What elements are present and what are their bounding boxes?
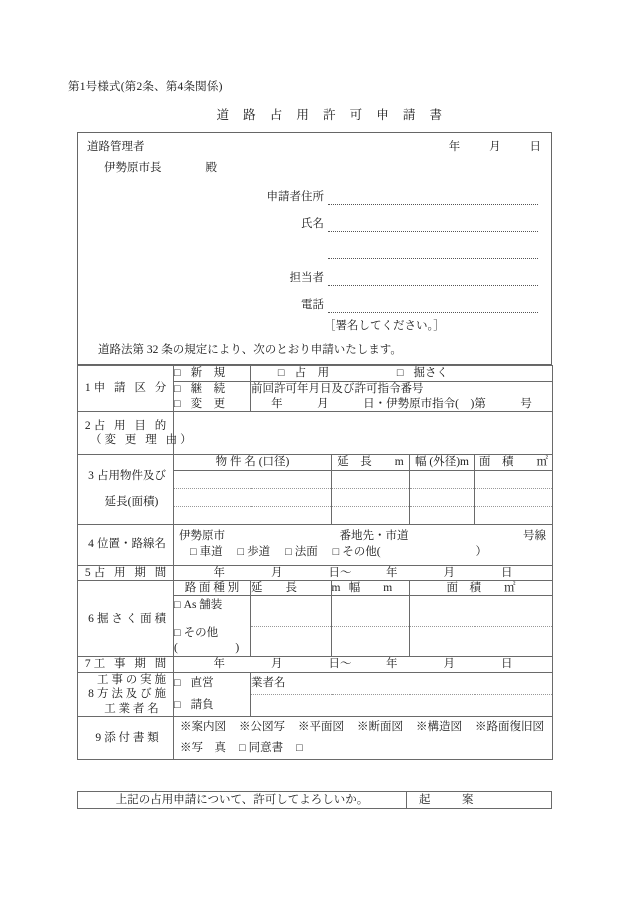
contact-person-row <box>238 266 538 286</box>
checkbox-attachment-blank[interactable] <box>296 742 306 754</box>
row1-label-cell <box>78 366 174 412</box>
row2-number: 2 <box>84 419 91 432</box>
checkbox-new[interactable] <box>174 366 251 382</box>
row2-label-cell <box>78 412 195 455</box>
purpose-input[interactable] <box>174 412 553 455</box>
row6-label-cell <box>78 581 174 657</box>
object-name-cell-2[interactable] <box>174 488 332 506</box>
page-title: 道 路 占 用 許 可 申 請 書 <box>216 108 448 122</box>
row5-number: 5 <box>84 566 91 579</box>
row7-label: 工 事 期 間 <box>93 658 170 671</box>
attachments-line-1 <box>174 717 552 737</box>
as-pavement-label: □ As 舗装 <box>174 599 222 611</box>
table-row-occupancy-period <box>78 565 553 580</box>
object-width-cell-2[interactable] <box>410 488 475 506</box>
applicant-name-extra-input[interactable] <box>328 244 538 259</box>
row4-label-cell <box>78 524 174 565</box>
applicant-name-input[interactable] <box>328 217 538 232</box>
date-day: 日 <box>529 141 541 153</box>
applicant-address-label: 申請者住所 <box>266 191 324 203</box>
checkbox-change[interactable] <box>174 397 250 412</box>
attachment-photo[interactable]: ※写 真 <box>180 741 226 754</box>
table-row-attachments <box>78 716 553 759</box>
attachment-plan-view[interactable]: ※平面図 <box>298 721 344 734</box>
object-length-cell-1[interactable] <box>332 470 410 488</box>
header-box <box>77 132 552 365</box>
honorific-label: 殿 <box>205 162 217 174</box>
construction-period-text: 年 月 日～ 年 月 日 <box>213 658 513 671</box>
contact-person-input[interactable] <box>328 271 538 286</box>
table-row-excavation-header <box>78 581 553 596</box>
object-area-cell-2[interactable] <box>475 488 553 506</box>
excavation-length-cell-2[interactable] <box>251 626 332 657</box>
applicant-address-row <box>238 185 538 205</box>
mayor-label: 伊勢原市長 <box>104 162 162 174</box>
change-checkbox-label: □ 変 更 <box>174 398 225 410</box>
checkbox-occupy[interactable] <box>251 366 356 381</box>
contractor-name-input[interactable] <box>251 694 553 716</box>
checkbox-consent-form[interactable] <box>239 742 283 754</box>
row8-label-line3: 工 業 者 名 <box>104 702 159 715</box>
row6-number: 6 <box>88 612 94 625</box>
checkbox-other-surface[interactable] <box>174 626 251 657</box>
draft-label: 起 案 <box>419 794 484 806</box>
consent-form-label: 同意書 <box>248 741 284 754</box>
object-name-cell-1[interactable] <box>174 470 332 488</box>
location-cell <box>174 524 553 565</box>
telephone-input[interactable] <box>328 298 538 313</box>
excavation-area-header: 面 積 ㎡ <box>410 581 553 596</box>
roadway-label: 車道 <box>199 546 223 559</box>
attachment-road-restoration[interactable]: ※路面復旧図 <box>475 721 544 734</box>
continue-checkbox-label: □ 継 続 <box>174 383 225 395</box>
row9-number: 9 <box>95 731 102 744</box>
row8-label-line2: 方 法 及 び 施 <box>97 688 166 701</box>
previous-permit-label: 前回許可年月日及び許可指令番号 <box>251 383 424 396</box>
location-city: 伊勢原市 <box>179 530 225 543</box>
occupancy-period-input[interactable] <box>174 565 553 580</box>
applicant-name-label: 氏名 <box>301 218 324 230</box>
location-route-label: 号線 <box>523 530 547 543</box>
table-row-location <box>78 524 553 565</box>
law-reference-note: 道路法第 32 条の規定により、次のとおり申請いたします。 <box>98 344 402 356</box>
date-fields <box>449 138 541 154</box>
date-year: 年 <box>448 141 461 153</box>
table-row-application-type <box>78 366 553 382</box>
row2-label-line2: （変 更 理 由） <box>90 434 195 447</box>
table-row-construction-method <box>78 672 553 694</box>
attachment-cadastral-copy[interactable]: ※公図写 <box>239 721 285 734</box>
attachment-guide-map[interactable]: ※案内図 <box>180 721 226 734</box>
object-area-cell-3[interactable] <box>475 506 553 524</box>
previous-permit-cell[interactable] <box>251 381 553 412</box>
contract-work-label: □ 請負 <box>174 699 214 711</box>
checkbox-slope[interactable] <box>285 546 318 558</box>
form-code: 第1号様式(第2条、第4条関係) <box>68 81 223 93</box>
occupancy-period-text: 年 月 日～ 年 月 日 <box>213 566 513 579</box>
excavate-checkbox-label: □ 掘さく <box>397 367 448 379</box>
object-width-header: 幅 (外径)m <box>410 455 475 470</box>
approval-strip <box>77 791 552 809</box>
occupy-checkbox-label: □ 占 用 <box>278 367 329 379</box>
telephone-row <box>238 293 538 313</box>
row8-number: 8 <box>88 688 94 701</box>
signature-note: ［署名してください。］ <box>324 320 445 332</box>
checkbox-sidewalk[interactable] <box>238 546 271 558</box>
row3-label-line1: 占用物件及び <box>97 470 166 483</box>
table-row-purpose <box>78 412 553 455</box>
applicant-name-extra-row <box>238 239 538 259</box>
object-area-cell-1[interactable] <box>475 470 553 488</box>
object-name-cell-3[interactable] <box>174 506 332 524</box>
excavation-width-header: 幅 m <box>332 581 410 596</box>
row3-number: 3 <box>88 470 94 483</box>
object-length-header: 延 長 m <box>332 455 410 470</box>
row3-label-cell <box>78 455 174 524</box>
table-row-object-header <box>78 455 553 470</box>
attachments-line-2 <box>174 738 552 759</box>
telephone-label: 電話 <box>301 299 324 311</box>
table-row-construction-period <box>78 657 553 672</box>
slope-label: 法面 <box>294 546 318 559</box>
surface-type-header: 路 面 種 別 <box>174 581 251 596</box>
row8-label-line1: 工 事 の 実 施 <box>97 673 166 686</box>
checkbox-as-pavement[interactable] <box>174 596 251 627</box>
application-table <box>77 365 553 760</box>
row7-number: 7 <box>84 658 91 671</box>
date-month: 月 <box>489 141 501 153</box>
checkbox-other-location[interactable] <box>333 546 381 558</box>
road-administrator-label: 道路管理者 <box>87 141 145 153</box>
direct-work-label: □ 直営 <box>174 677 214 689</box>
row3-label-line2: 延長(面積) <box>104 496 159 509</box>
sidewalk-label: 歩道 <box>247 546 271 559</box>
object-width-cell-1[interactable] <box>410 470 475 488</box>
checkbox-direct-work[interactable] <box>174 672 251 694</box>
draft-field[interactable] <box>407 792 551 808</box>
excavation-length-cell-1[interactable] <box>251 596 332 627</box>
row2-label-line1: 占 用 目 的 <box>93 419 170 432</box>
object-length-cell-3[interactable] <box>332 506 410 524</box>
object-length-cell-2[interactable] <box>332 488 410 506</box>
row6-label: 掘 さ く 面 積 <box>97 612 166 625</box>
attachment-cross-section[interactable]: ※断面図 <box>357 721 403 734</box>
contact-person-label: 担当者 <box>289 272 324 284</box>
approval-question: 上記の占用申請について、許可してよろしいか。 <box>78 792 407 808</box>
applicant-address-input[interactable] <box>328 190 538 205</box>
row5-label-cell <box>78 565 174 580</box>
location-type-options <box>174 543 552 563</box>
checkbox-excavate[interactable] <box>397 366 448 381</box>
checkbox-continue-change-cell <box>174 381 251 412</box>
attachment-structure-drawing[interactable]: ※構造図 <box>416 721 462 734</box>
checkbox-continue[interactable] <box>174 382 250 397</box>
row5-label: 占 用 期 間 <box>93 566 170 579</box>
addressee <box>104 159 217 175</box>
other-surface-paren: ( ) <box>174 642 240 655</box>
excavation-length-header: 延 長 m <box>251 582 341 594</box>
row9-label: 添 付 書 類 <box>104 731 159 744</box>
other-surface-label: □ その他 <box>174 626 250 641</box>
excavation-area-cell-1[interactable] <box>410 596 553 627</box>
object-area-header: 面 積 ㎡ <box>475 455 553 470</box>
object-name-header: 物 件 名 (口径) <box>174 455 332 470</box>
excavation-width-cell-1[interactable] <box>332 596 410 627</box>
row4-label: 位置・路線名 <box>97 538 166 551</box>
occupy-excavate-cell <box>251 366 553 382</box>
contractor-name-cell[interactable] <box>251 672 553 694</box>
excavation-width-cell-2[interactable] <box>332 626 410 657</box>
attachments-cell <box>174 716 553 759</box>
excavation-area-cell-2[interactable] <box>410 626 553 657</box>
other-location-close-paren: ） <box>475 546 487 559</box>
construction-period-input[interactable] <box>174 657 553 672</box>
contractor-name-label: 業者名 <box>251 677 286 690</box>
row7-label-cell <box>78 657 174 672</box>
previous-permit-value: 年 月 日・伊勢原市指令( )第 号 <box>271 397 532 410</box>
location-address-row[interactable] <box>174 526 552 543</box>
new-checkbox-label: □ 新 規 <box>174 367 225 379</box>
object-width-cell-3[interactable] <box>410 506 475 524</box>
location-mid-label: 番地先・市道 <box>339 530 409 543</box>
row1-number: 1 <box>84 382 91 395</box>
row8-label-cell <box>78 672 174 716</box>
checkbox-roadway[interactable] <box>190 546 223 558</box>
checkbox-contract-work[interactable] <box>174 694 251 716</box>
other-location-label: その他( <box>342 546 381 559</box>
applicant-name-extra-label <box>238 258 328 259</box>
applicant-name-row <box>238 212 538 232</box>
row9-label-cell <box>78 716 174 759</box>
row4-number: 4 <box>88 538 94 551</box>
row1-label: 申 請 区 分 <box>93 382 170 395</box>
